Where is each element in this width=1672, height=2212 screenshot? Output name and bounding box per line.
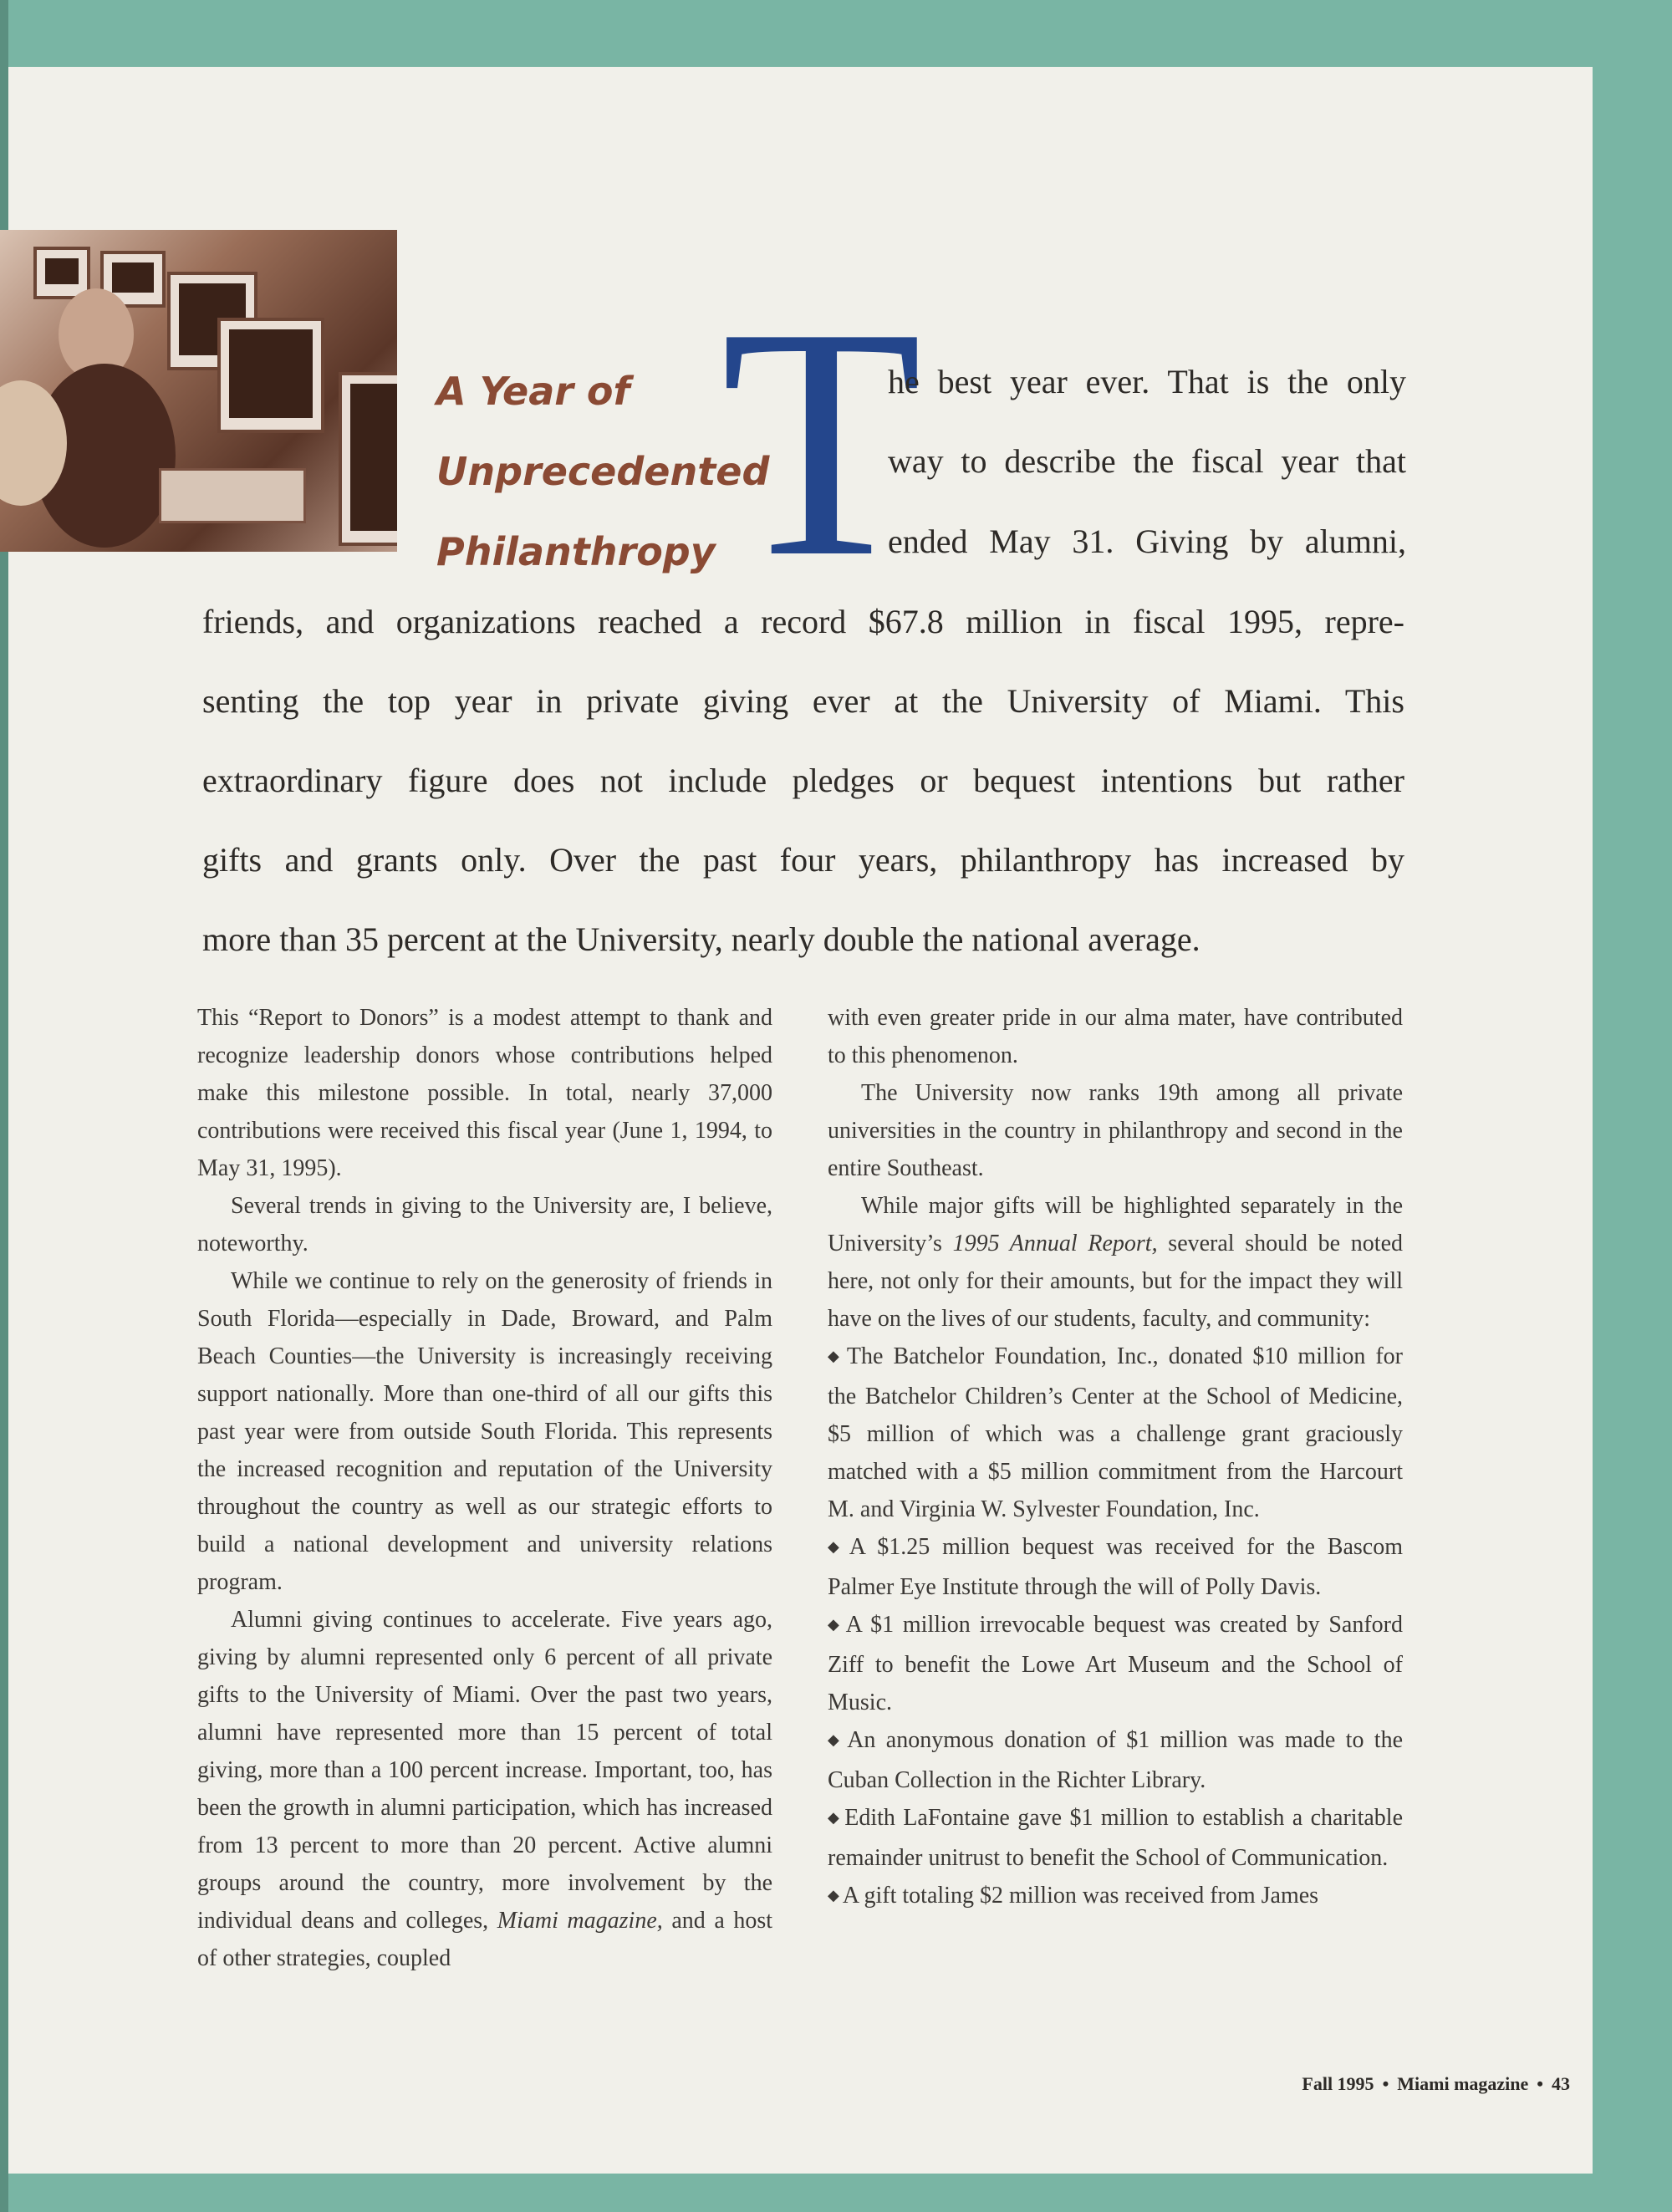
paragraph-text: Alumni giving continues to accelerate. Five years ago, giving by alumni represented only 6 percent of all private gifts to the University of Miami. Over the past two years, alumni have represented more than 15 percent of total giving, more than a 100 percent increase. Important, too, has been the growth in alumni participation, which has increased from 13 percent to more than 20 percent. Active alumni groups around the country, more involvement by the individual deans and colleges, (197, 1607, 772, 1934)
lead-text-line: gifts and grants only. Over the past four years, philanthropy has increased by (202, 841, 1404, 879)
paragraph-text: While major gifts will be highlighted separately in the University’s (828, 1193, 1403, 1256)
drop-cap: T (721, 260, 923, 625)
gift-bullet: ◆ A $1 million irrevocable bequest was created by Sanford Ziff to benefit the Lowe Art Museum and the School of Music. (828, 1606, 1403, 1721)
gift-bullet: ◆ Edith LaFontaine gave $1 million to establish a charitable remainder unitrust to benefit the School of Communication. (828, 1799, 1403, 1877)
lead-text-line: senting the top year in private giving ever at the University of Miami. This (202, 682, 1404, 720)
issue-date: Fall 1995 (1302, 2073, 1374, 2094)
headline-line: Philanthropy (436, 529, 716, 574)
paragraph: Several trends in giving to the University are, I believe, noteworthy. (197, 1193, 772, 1256)
paragraph (828, 1187, 1403, 1338)
gift-bullet: ◆ An anonymous donation of $1 million was made to the Cuban Collection in the Richter Library. (828, 1721, 1403, 1799)
body-column-right (828, 999, 1403, 1917)
headline-line: A Year of (436, 369, 630, 414)
headline-line: Unprecedented (436, 449, 770, 494)
lead-text-line: friends, and organizations reached a record $67.8 million in fiscal 1995, repre- (202, 603, 1404, 640)
page-footer: Fall 1995 • Miami magazine • 43 (1302, 2073, 1570, 2094)
lead-text-line: more than 35 percent at the University, nearly double the national average. (202, 920, 1200, 958)
paragraph-text: and a host of other strategies, coupled (197, 1908, 772, 1971)
paragraph: with even greater pride in our alma mater, have contributed to this phenomenon. (828, 1005, 1403, 1068)
gift-bullet: ◆ A $1.25 million bequest was received for the Bascom Palmer Eye Institute through the will of Polly Davis. (828, 1528, 1403, 1606)
lead-text-line: he best year ever. That is the only (888, 363, 1406, 400)
paragraph-text: several should be noted here, not only for their amounts, but for the impact they will have on the lives of our students, faculty, and community: (828, 1231, 1403, 1332)
lead-text-line: ended May 31. Giving by alumni, (888, 522, 1406, 560)
paragraph: This “Report to Donors” is a modest attempt to thank and recognize leadership donors whose contributions helped make this milestone possible. In total, nearly 37,000 contributions were received this fiscal year (June 1, 1994, to May 31, 1995). (197, 1005, 772, 1181)
body-column-left (197, 999, 772, 1977)
magazine-name: Miami magazine (1397, 2073, 1529, 2094)
paragraph (197, 1601, 772, 1977)
paragraph: While we continue to rely on the generosity of friends in South Florida—especially in Dade, Broward, and Palm Beach Counties—the University is increasingly receiving support nationally. More than one-third of all our gifts this past year were from outside South Florida. This represents the increased recognition and reputation of the University throughout the country as well as our strategic efforts to build a national development and university relations program. (197, 1268, 772, 1595)
headline (436, 351, 770, 592)
paragraph: The University now ranks 19th among all private universities in the country in philanthropy and second in the entire Southeast. (828, 1080, 1403, 1181)
gift-bullet: ◆ A gift totaling $2 million was received from James (828, 1877, 1403, 1917)
computer-lab-photo (0, 230, 397, 552)
gift-bullet: ◆ The Batchelor Foundation, Inc., donated $10 million for the Batchelor Children’s Center at the School of Medicine, $5 million of which was a challenge grant graciously matched with a $5 million commitment from the Harcourt M. and Virginia W. Sylvester Foundation, Inc. (828, 1338, 1403, 1528)
lead-text-line: way to describe the fiscal year that (888, 442, 1406, 480)
page-number: 43 (1552, 2073, 1570, 2094)
lead-text-line: extraordinary figure does not include pledges or bequest intentions but rather (202, 762, 1404, 799)
magazine-title: Miami magazine, (497, 1908, 663, 1934)
report-title: 1995 Annual Report, (952, 1231, 1158, 1256)
